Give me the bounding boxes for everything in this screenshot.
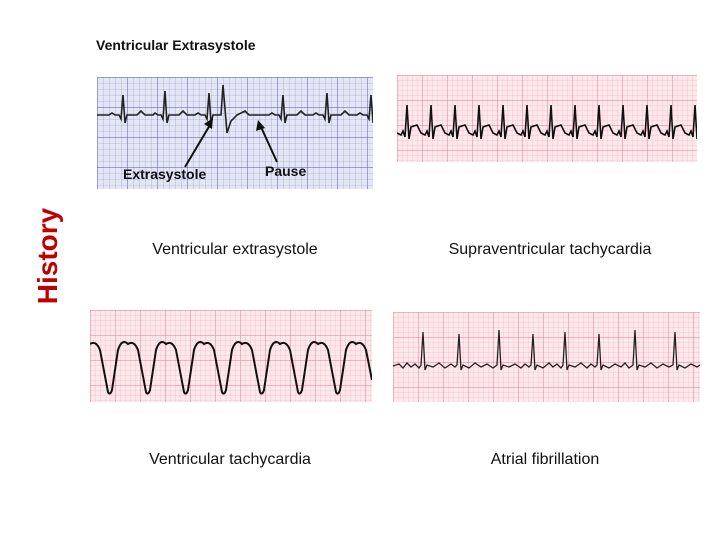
ecg-panel-ventricular-extrasystole [85, 32, 385, 192]
label-extrasystole: Extrasystole [123, 166, 207, 182]
ecg-heading: Ventricular Extrasystole [96, 37, 256, 53]
ecg-strip-supraventricular-tachycardia [397, 75, 697, 162]
ecg-image-supraventricular-tachycardia [397, 75, 697, 162]
ecg-strip-ventricular-tachycardia [90, 310, 372, 402]
ecg-image-ventricular-tachycardia [90, 310, 372, 402]
caption-ventricular-tachycardia: Ventricular tachycardia [149, 451, 311, 468]
caption-ventricular-extrasystole: Ventricular extrasystole [152, 241, 318, 258]
ecg-strip-atrial-fibrillation [393, 312, 700, 402]
ecg-image-atrial-fibrillation [393, 312, 700, 402]
history-title: History [32, 207, 63, 305]
caption-atrial-fibrillation: Atrial fibrillation [490, 451, 600, 468]
caption-supraventricular-tachycardia: Supraventricular tachycardia [448, 241, 652, 258]
label-pause: Pause [265, 163, 307, 179]
